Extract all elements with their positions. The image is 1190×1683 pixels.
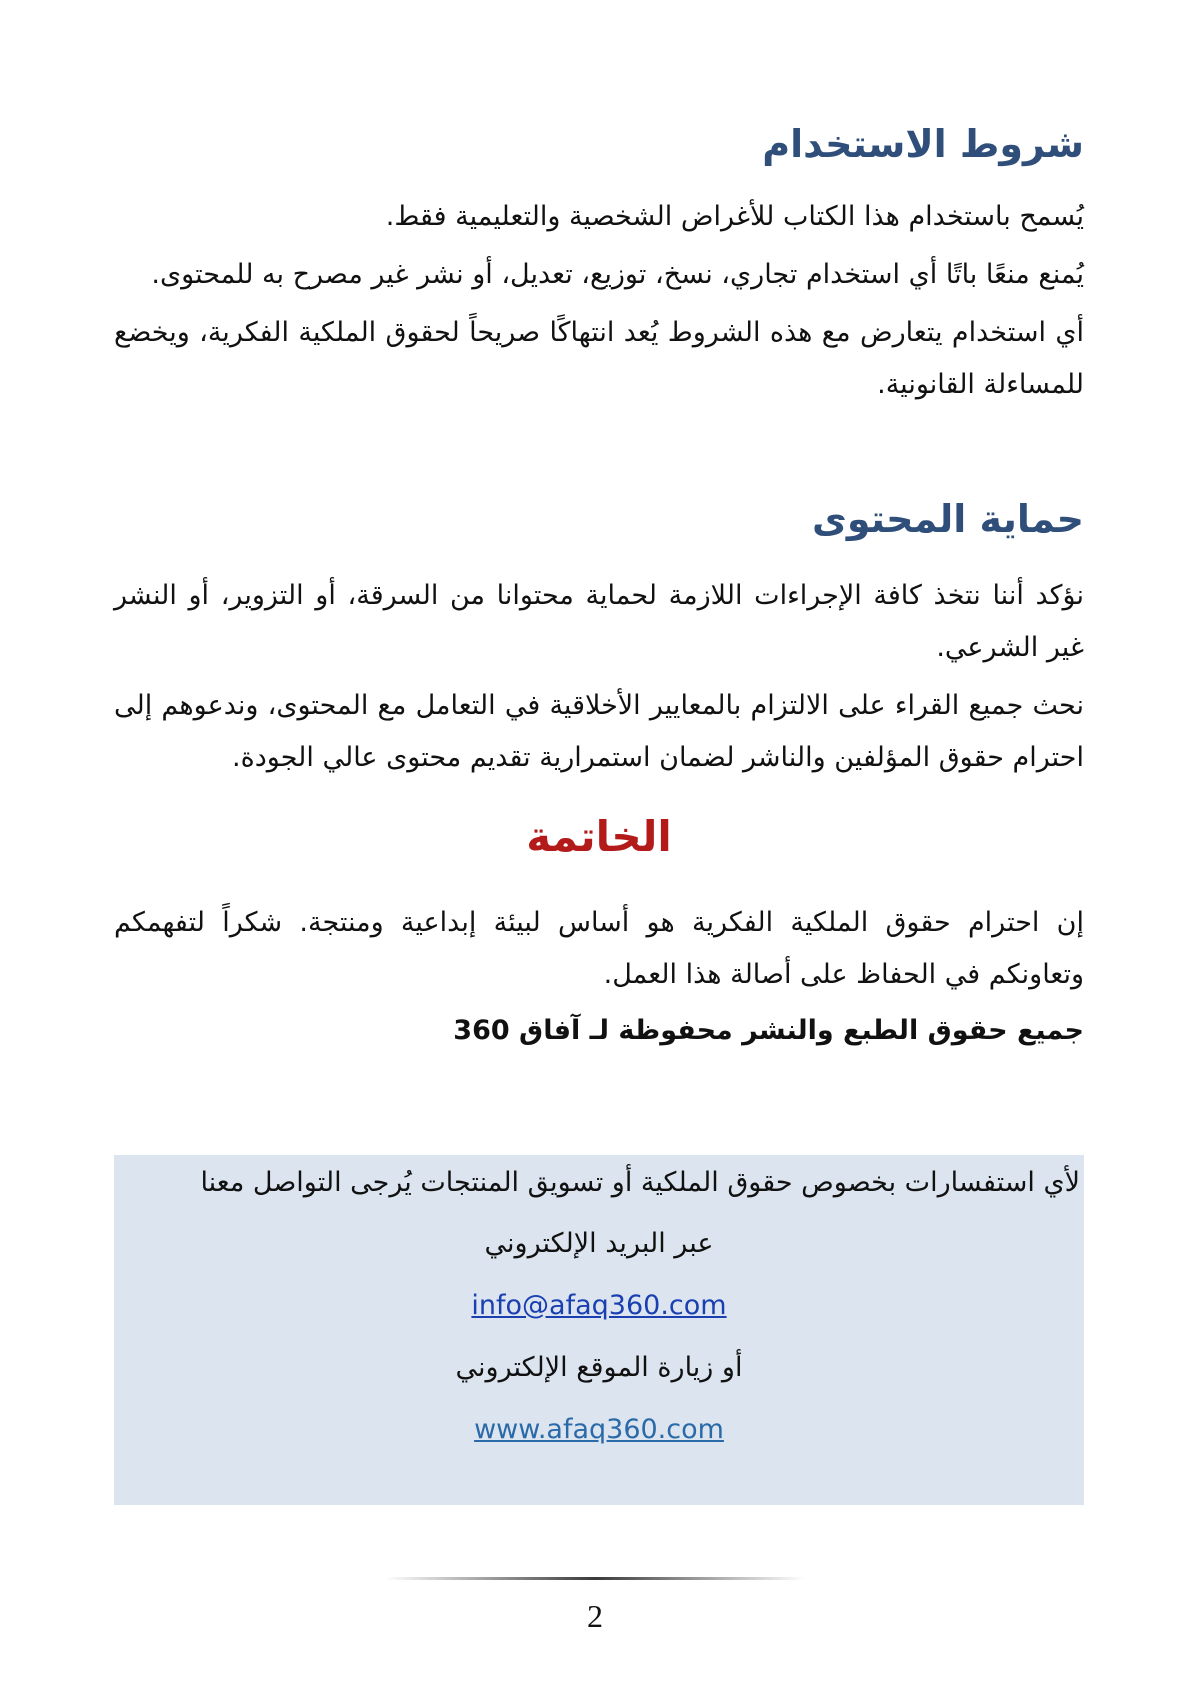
terms-paragraph-3: أي استخدام يتعارض مع هذه الشروط يُعد انتهاكًا صريحاً لحقوق الملكية الفكرية، ويخضع للمساءلة القانونية. [114,317,1084,401]
protection-paragraph-1: نؤكد أننا نتخذ كافة الإجراءات اللازمة لحماية محتوانا من السرقة، أو التزوير، أو النشر غير الشرعي. [114,580,1084,664]
email-link[interactable]: info@afaq360.com [471,1290,727,1321]
conclusion-heading: الخاتمة [526,812,672,861]
website-line [114,1399,1084,1461]
copyright-statement: جميع حقوق الطبع والنشر محفوظة لـ آفاق 360 [453,1014,1084,1046]
terms-paragraph-2: يُمنع منعًا باتًا أي استخدام تجاري، نسخ، توزيع، تعديل، أو نشر غير مصرح به للمحتوى. [151,259,1084,291]
website-label: أو زيارة الموقع الإلكتروني [455,1352,743,1383]
conclusion-paragraph: إن احترام حقوق الملكية الفكرية هو أساس لبيئة إبداعية ومنتجة. شكراً لتفهمكم وتعاونكم في الحفاظ على أصالة هذا العمل. [114,906,1084,990]
terms-heading: شروط الاستخدام [762,122,1084,166]
contact-box [114,1155,1084,1505]
terms-section [114,120,1084,411]
protection-heading: حماية المحتوى [812,497,1084,541]
terms-paragraph-1: يُسمح باستخدام هذا الكتاب للأغراض الشخصية والتعليمية فقط. [385,201,1084,233]
website-link[interactable]: www.afaq360.com [474,1414,724,1445]
protection-section [114,495,1084,784]
protection-paragraph-2: نحث جميع القراء على الالتزام بالمعايير الأخلاقية في التعامل مع المحتوى، وندعوهم إلى احترام حقوق المؤلفين والناشر لضمان استمرارية تقديم محتوى عالي الجودة. [114,690,1084,774]
footer-divider [385,1577,805,1580]
email-line [114,1275,1084,1337]
email-label: عبر البريد الإلكتروني [484,1228,714,1259]
contact-intro: لأي استفسارات بخصوص حقوق الملكية أو تسويق المنتجات يُرجى التواصل معنا [200,1167,1080,1198]
conclusion-section [114,810,1084,1057]
page-number: 2 [587,1598,603,1634]
